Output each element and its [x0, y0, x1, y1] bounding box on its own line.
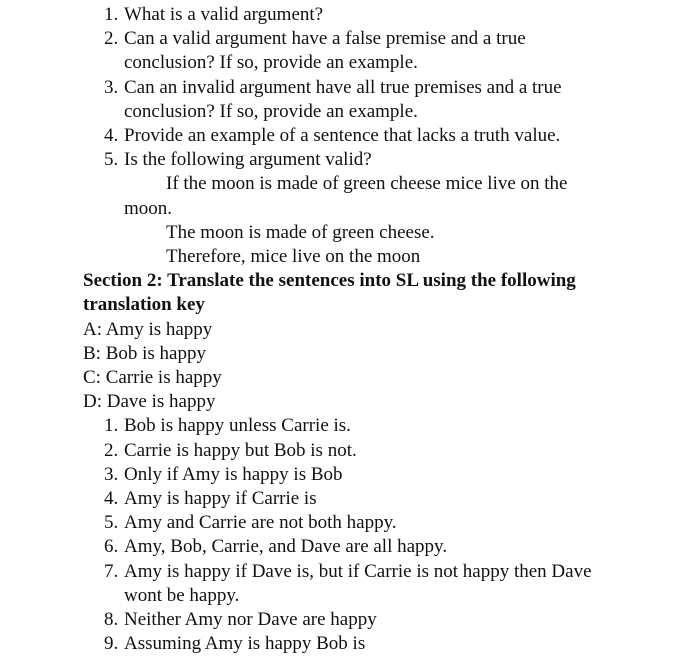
list-item: [0, 608, 700, 632]
list-item: [0, 463, 700, 487]
argument-premise-1-continued: moon.: [124, 197, 173, 219]
item-text: Amy is happy if Carrie is: [124, 488, 317, 510]
item-number: 2.: [104, 28, 119, 50]
item-text: Amy is happy if Dave is, but if Carrie is not happy then Dave wont be happy.: [124, 560, 592, 606]
item-number: 8.: [104, 609, 119, 631]
section2-sentence-list: [0, 414, 700, 656]
item-text: Carrie is happy but Bob is not.: [124, 439, 357, 461]
list-item: [0, 632, 700, 656]
list-item: [0, 124, 700, 148]
item-text: Amy and Carrie are not both happy.: [124, 512, 397, 534]
section-2-heading: Section 2: Translate the sentences into SL using the following translation key: [83, 270, 576, 316]
list-item: [0, 487, 700, 511]
item-number: 9.: [104, 633, 119, 655]
item-text: Amy, Bob, Carrie, and Dave are all happy.: [124, 536, 448, 558]
key-entry-b: B: Bob is happy: [83, 342, 206, 364]
argument-conclusion: Therefore, mice live on the moon: [166, 246, 421, 268]
item-text: Assuming Amy is happy Bob is: [124, 633, 366, 655]
key-entry-d: D: Dave is happy: [83, 391, 216, 413]
item-number: 5.: [104, 149, 119, 171]
list-item: [0, 414, 700, 438]
list-item: [0, 27, 700, 75]
key-entry-a: A: Amy is happy: [83, 318, 213, 340]
list-item: [0, 511, 700, 535]
item-number: 3.: [104, 76, 119, 98]
list-item: [0, 560, 700, 608]
list-item: [0, 148, 700, 172]
key-entry-c: C: Carrie is happy: [83, 367, 222, 389]
translation-key: [0, 318, 700, 415]
item-text: Bob is happy unless Carrie is.: [124, 415, 351, 437]
item-number: 7.: [104, 560, 119, 582]
section1-question-list: [0, 3, 700, 172]
argument-premise-2: The moon is made of green cheese.: [166, 221, 435, 243]
item-text: What is a valid argument?: [124, 4, 324, 25]
item-text: Only if Amy is happy is Bob: [124, 463, 343, 485]
item-number: 4.: [104, 125, 119, 147]
list-item: [0, 76, 700, 124]
item-number: 5.: [104, 512, 119, 534]
item-text: Neither Amy nor Dave are happy: [124, 609, 377, 631]
item-number: 6.: [104, 536, 119, 558]
item-text: Provide an example of a sentence that lacks a truth value.: [124, 125, 561, 147]
item-text: Can an invalid argument have all true premises and a true conclusion? If so, provide an example.: [124, 76, 562, 122]
argument-block: [0, 172, 700, 269]
item-text: Can a valid argument have a false premise and a true conclusion? If so, provide an example.: [124, 28, 526, 74]
item-number: 2.: [104, 439, 119, 461]
list-item: [0, 439, 700, 463]
list-item: [0, 3, 700, 27]
item-number: 3.: [104, 463, 119, 485]
item-number: 1.: [104, 4, 119, 25]
item-number: 4.: [104, 488, 119, 510]
list-item: [0, 535, 700, 559]
item-number: 1.: [104, 415, 119, 437]
document-page: [0, 3, 700, 656]
item-text: Is the following argument valid?: [124, 149, 372, 171]
argument-premise-1: If the moon is made of green cheese mice live on the: [166, 173, 568, 195]
